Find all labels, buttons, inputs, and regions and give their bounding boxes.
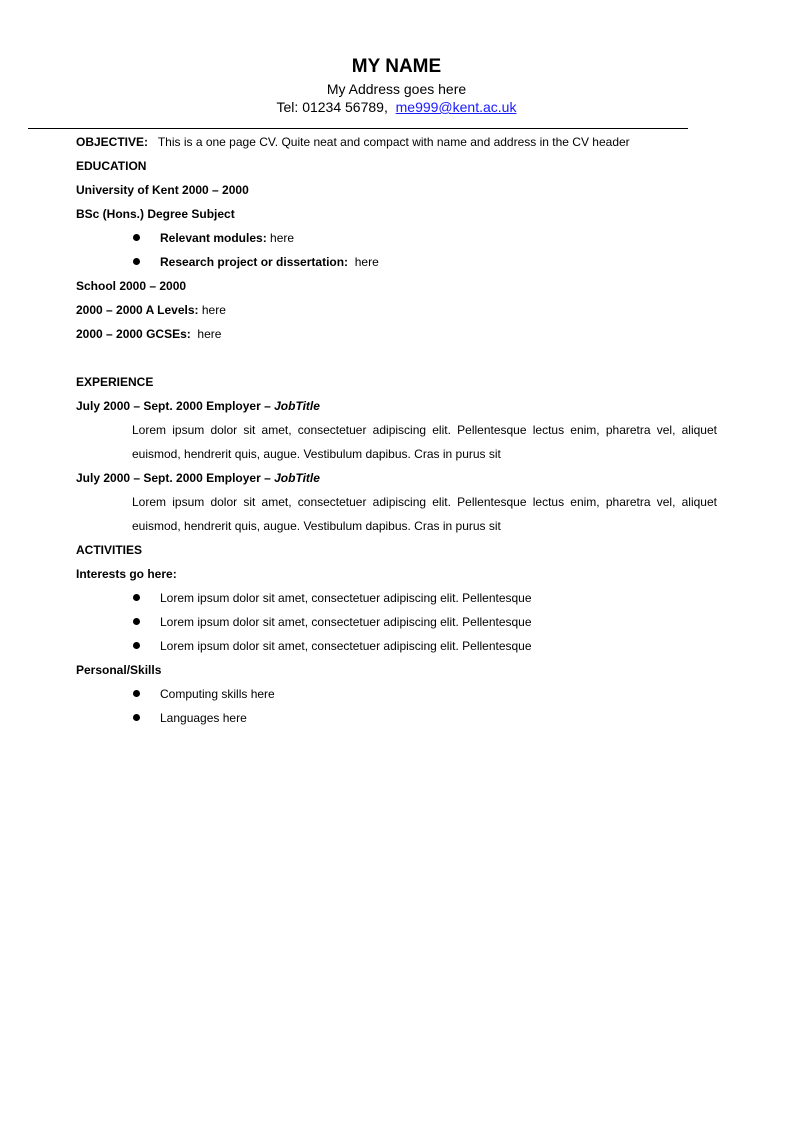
bullet-icon xyxy=(133,258,140,265)
bullet-icon xyxy=(133,234,140,241)
alevels-value: here xyxy=(201,303,226,317)
email-link[interactable]: me999@kent.ac.uk xyxy=(395,99,517,115)
school-line: School 2000 – 2000 xyxy=(76,279,187,293)
list-item xyxy=(76,706,717,730)
list-item xyxy=(76,682,717,706)
contact-line xyxy=(0,98,793,116)
header-divider xyxy=(28,128,688,129)
modules-label: Relevant modules: xyxy=(160,231,267,245)
interest-text: Lorem ipsum dolor sit amet, consectetuer adipiscing elit. Pellentesque xyxy=(160,615,532,629)
alevels-label: 2000 – 2000 A Levels: xyxy=(76,303,199,317)
objective-label: OBJECTIVE: xyxy=(76,135,149,149)
cv-body xyxy=(76,130,717,730)
bullet-icon xyxy=(133,690,140,697)
list-item xyxy=(76,226,717,250)
spacer xyxy=(76,346,717,370)
gcses-label: 2000 – 2000 GCSEs: xyxy=(76,327,191,341)
job-description: Lorem ipsum dolor sit amet, consectetuer adipiscing elit. Pellentesque lectus enim, pharetra vel, aliquet euismod, hendrerit quis, augue. Vestibulum dapibus. Cras in purus sit xyxy=(132,423,717,461)
university-line: University of Kent 2000 – 2000 xyxy=(76,183,249,197)
bullet-icon xyxy=(133,618,140,625)
alevels-line xyxy=(76,298,717,322)
candidate-name: MY NAME xyxy=(351,56,442,77)
interest-text: Lorem ipsum dolor sit amet, consectetuer adipiscing elit. Pellentesque xyxy=(160,591,532,605)
objective-text: This is a one page CV. Quite neat and compact with name and address in the CV header xyxy=(157,135,630,149)
skill-text: Languages here xyxy=(160,711,247,725)
job-title: JobTitle xyxy=(274,471,320,485)
cv-header xyxy=(0,54,793,116)
job-dates-employer: July 2000 – Sept. 2000 Employer – xyxy=(76,399,271,413)
gcses-value: here xyxy=(197,327,222,341)
list-item xyxy=(76,586,717,610)
degree-line: BSc (Hons.) Degree Subject xyxy=(76,207,235,221)
telephone: Tel: 01234 56789, xyxy=(276,99,388,115)
interest-text: Lorem ipsum dolor sit amet, consectetuer adipiscing elit. Pellentesque xyxy=(160,639,532,653)
skills-label: Personal/Skills xyxy=(76,663,162,677)
modules-value: here xyxy=(270,231,295,245)
list-item xyxy=(76,610,717,634)
job-description: Lorem ipsum dolor sit amet, consectetuer adipiscing elit. Pellentesque lectus enim, pharetra vel, aliquet euismod, hendrerit quis, augue. Vestibulum dapibus. Cras in purus sit xyxy=(132,495,717,533)
bullet-icon xyxy=(133,642,140,649)
project-value: here xyxy=(354,255,379,269)
job-heading xyxy=(76,466,717,490)
list-item xyxy=(76,250,717,274)
gcses-line xyxy=(76,322,717,346)
job-title: JobTitle xyxy=(274,399,320,413)
bullet-icon xyxy=(133,594,140,601)
skill-text: Computing skills here xyxy=(160,687,275,701)
bullet-icon xyxy=(133,714,140,721)
project-label: Research project or dissertation: xyxy=(160,255,349,269)
list-item xyxy=(76,634,717,658)
education-heading: EDUCATION xyxy=(76,159,147,173)
job-dates-employer: July 2000 – Sept. 2000 Employer – xyxy=(76,471,271,485)
interests-label: Interests go here: xyxy=(76,567,177,581)
job-heading xyxy=(76,394,717,418)
experience-heading: EXPERIENCE xyxy=(76,375,154,389)
objective-line xyxy=(76,130,717,154)
candidate-address: My Address goes here xyxy=(326,81,467,97)
activities-heading: ACTIVITIES xyxy=(76,543,143,557)
